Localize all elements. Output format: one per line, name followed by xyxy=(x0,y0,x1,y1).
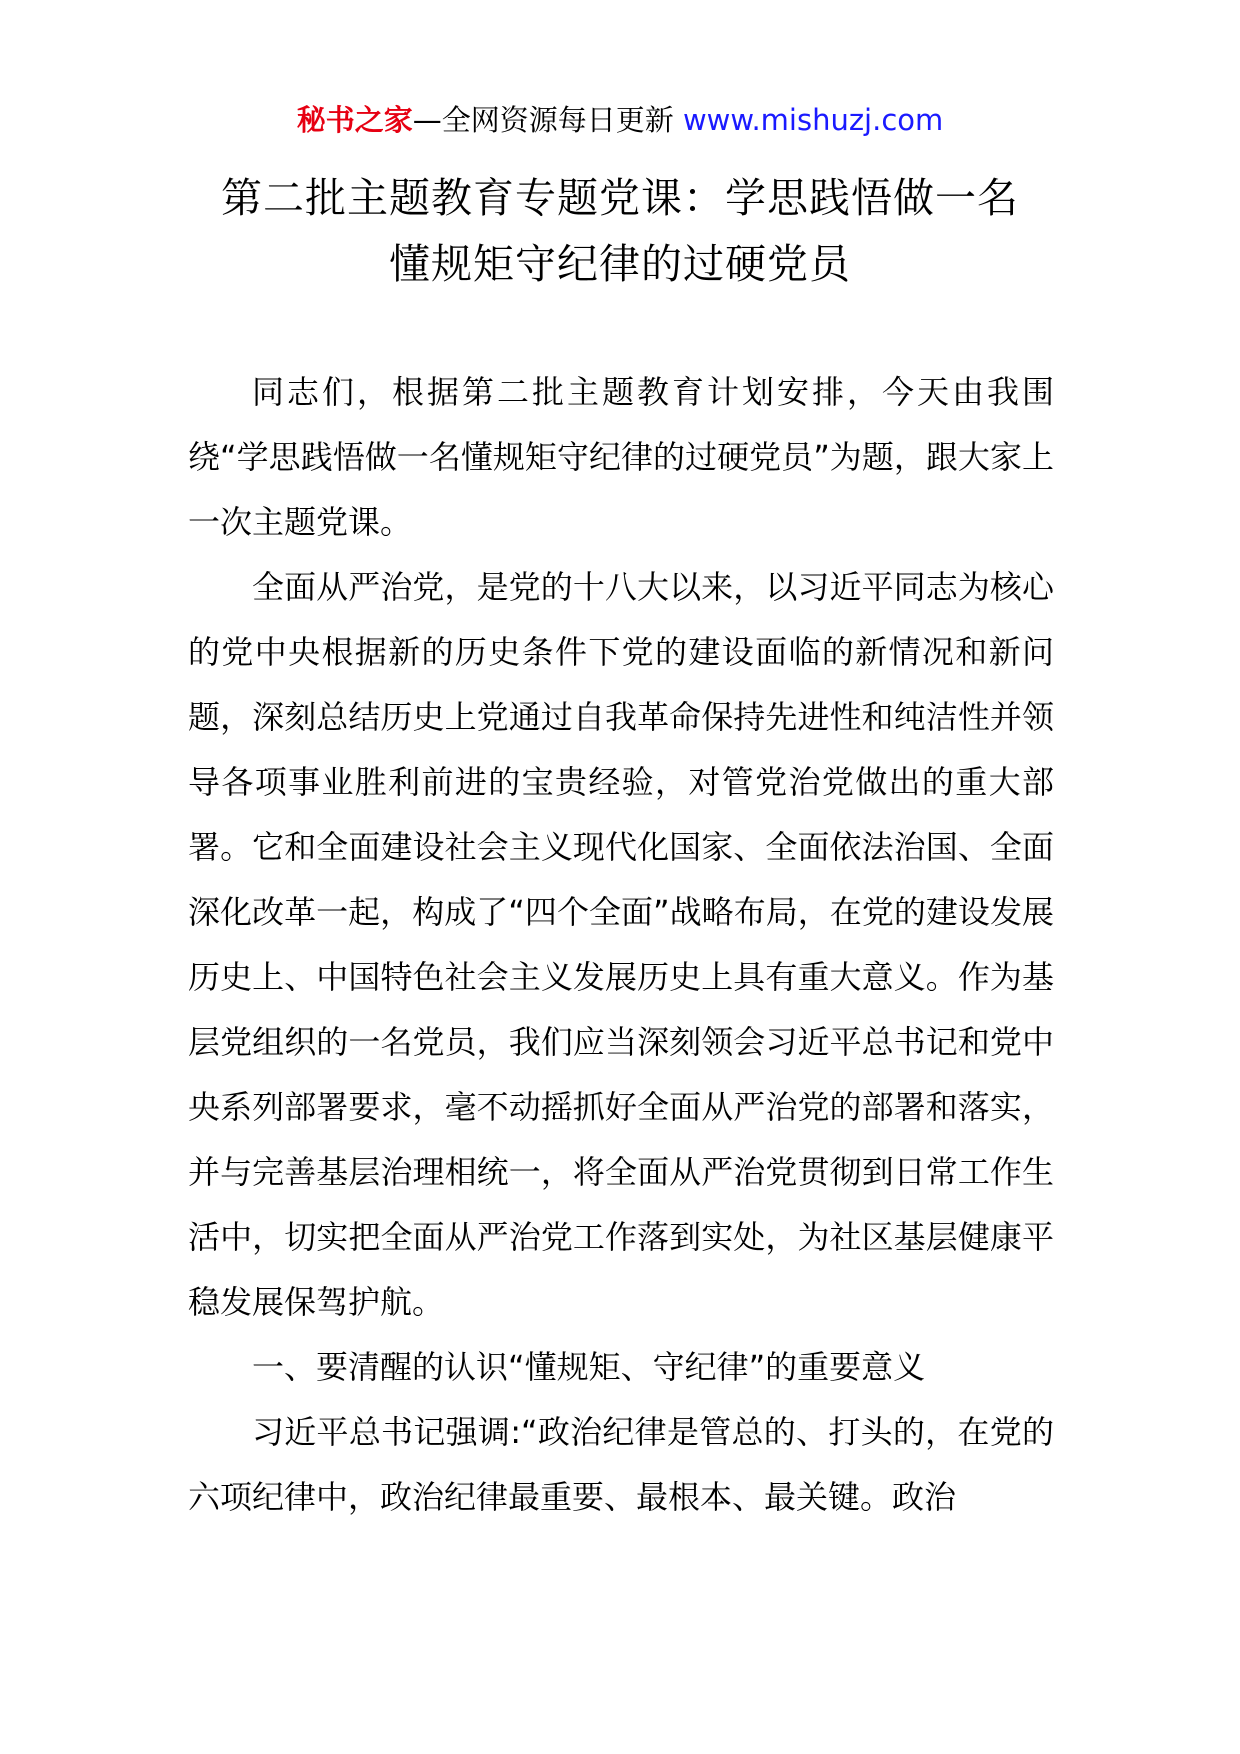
section-heading-1: 一、要清醒的认识“懂规矩、守纪律”的重要意义 xyxy=(252,1348,926,1386)
document-title xyxy=(0,165,1240,297)
site-url-link[interactable]: www.mishuzj.com xyxy=(682,103,944,137)
paragraph-political-discipline: 习近平总书记强调:“政治纪律是管总的、打头的，在党的六项纪律中，政治纪律最重要、最根本、最关键。政治 xyxy=(188,1413,1054,1516)
title-line-1: 第二批主题教育专题党课：学思践悟做一名 xyxy=(221,174,1019,222)
site-header xyxy=(0,100,1240,140)
header-tagline: —全网资源每日更新 xyxy=(412,103,683,137)
paragraph-strict-governance: 全面从严治党，是党的十八大以来，以习近平同志为核心的党中央根据新的历史条件下党的建设面临的新情况和新问题，深刻总结历史上党通过自我革命保持先进性和纯洁性并领导各项事业胜利前进的宝贵经验，对管党治党做出的重大部署。它和全面建设社会主义现代化国家、全面依法治国、全面深化改革一起，构成了“四个全面”战略布局，在党的建设发展历史上、中国特色社会主义发展历史上具有重大意义。作为基层党组织的一名党员，我们应当深刻领会习近平总书记和党中央系列部署要求，毫不动摇抓好全面从严治党的部署和落实，并与完善基层治理相统一，将全面从严治党贯彻到日常工作生活中，切实把全面从严治党工作落到实处，为社区基层健康平稳发展保驾护航。 xyxy=(188,568,1054,1321)
brand-name: 秘书之家 xyxy=(296,103,413,137)
title-line-2: 懂规矩守纪律的过硬党员 xyxy=(389,240,851,288)
document-body xyxy=(188,360,1054,1530)
paragraph-intro: 同志们，根据第二批主题教育计划安排，今天由我围绕“学思践悟做一名懂规矩守纪律的过硬党员”为题，跟大家上一次主题党课。 xyxy=(188,373,1054,541)
